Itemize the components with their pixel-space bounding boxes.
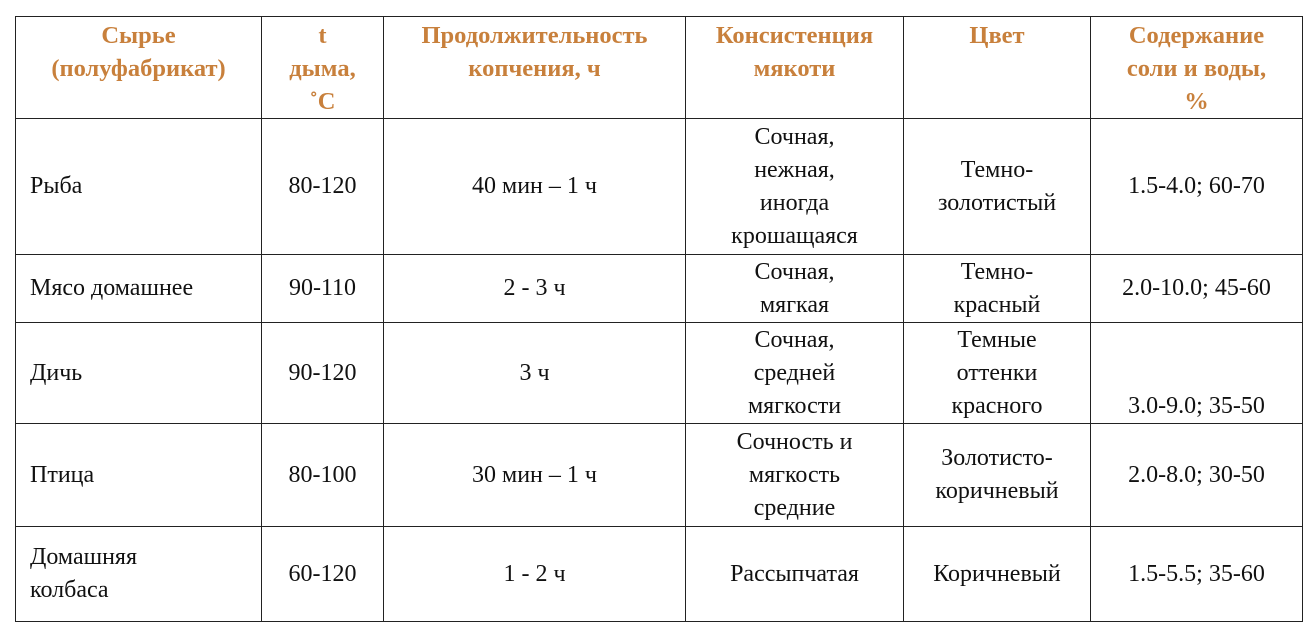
- cell-smoke-temperature: 60-120: [262, 527, 384, 622]
- header-salt-water-content: Содержание соли и воды, %: [1091, 17, 1303, 119]
- table-row: [16, 255, 1303, 323]
- header-row: [16, 17, 1303, 119]
- header-flesh-consistency: Консистенция мякоти: [686, 17, 904, 119]
- smoking-table: [15, 16, 1303, 622]
- cell-color: Золотисто- коричневый: [904, 424, 1091, 527]
- header-raw-material: Сырье (полуфабрикат): [16, 17, 262, 119]
- table-row: [16, 119, 1303, 255]
- cell-raw-material: Дичь: [16, 323, 262, 424]
- cell-salt-water-content: 1.5-5.5; 35-60: [1091, 527, 1303, 622]
- cell-salt-water-content: 3.0-9.0; 35-50: [1091, 323, 1303, 424]
- cell-salt-water-content: 2.0-10.0; 45-60: [1091, 255, 1303, 323]
- cell-flesh-consistency: Сочная, нежная, иногда крошащаяся: [686, 119, 904, 255]
- cell-color: Темно- красный: [904, 255, 1091, 323]
- table-row: [16, 323, 1303, 424]
- header-color: Цвет: [904, 17, 1091, 119]
- cell-smoke-temperature: 80-120: [262, 119, 384, 255]
- cell-smoke-temperature: 90-110: [262, 255, 384, 323]
- cell-flesh-consistency: Сочная, средней мягкости: [686, 323, 904, 424]
- cell-salt-water-content: 1.5-4.0; 60-70: [1091, 119, 1303, 255]
- cell-raw-material: Рыба: [16, 119, 262, 255]
- cell-smoking-duration: 1 - 2 ч: [384, 527, 686, 622]
- cell-flesh-consistency: Сочность и мягкость средние: [686, 424, 904, 527]
- header-smoke-temperature: t дыма, ˚С: [262, 17, 384, 119]
- cell-smoking-duration: 3 ч: [384, 323, 686, 424]
- cell-color: Темные оттенки красного: [904, 323, 1091, 424]
- table-row: [16, 527, 1303, 622]
- cell-flesh-consistency: Рассыпчатая: [686, 527, 904, 622]
- cell-smoking-duration: 30 мин – 1 ч: [384, 424, 686, 527]
- cell-color: Коричневый: [904, 527, 1091, 622]
- cell-salt-water-content: 2.0-8.0; 30-50: [1091, 424, 1303, 527]
- cell-smoke-temperature: 80-100: [262, 424, 384, 527]
- cell-smoking-duration: 40 мин – 1 ч: [384, 119, 686, 255]
- cell-raw-material: Мясо домашнее: [16, 255, 262, 323]
- header-smoking-duration: Продолжительность копчения, ч: [384, 17, 686, 119]
- table-row: [16, 424, 1303, 527]
- cell-smoke-temperature: 90-120: [262, 323, 384, 424]
- cell-raw-material: Птица: [16, 424, 262, 527]
- cell-raw-material: Домашняя колбаса: [16, 527, 262, 622]
- cell-flesh-consistency: Сочная, мягкая: [686, 255, 904, 323]
- cell-color: Темно- золотистый: [904, 119, 1091, 255]
- cell-smoking-duration: 2 - 3 ч: [384, 255, 686, 323]
